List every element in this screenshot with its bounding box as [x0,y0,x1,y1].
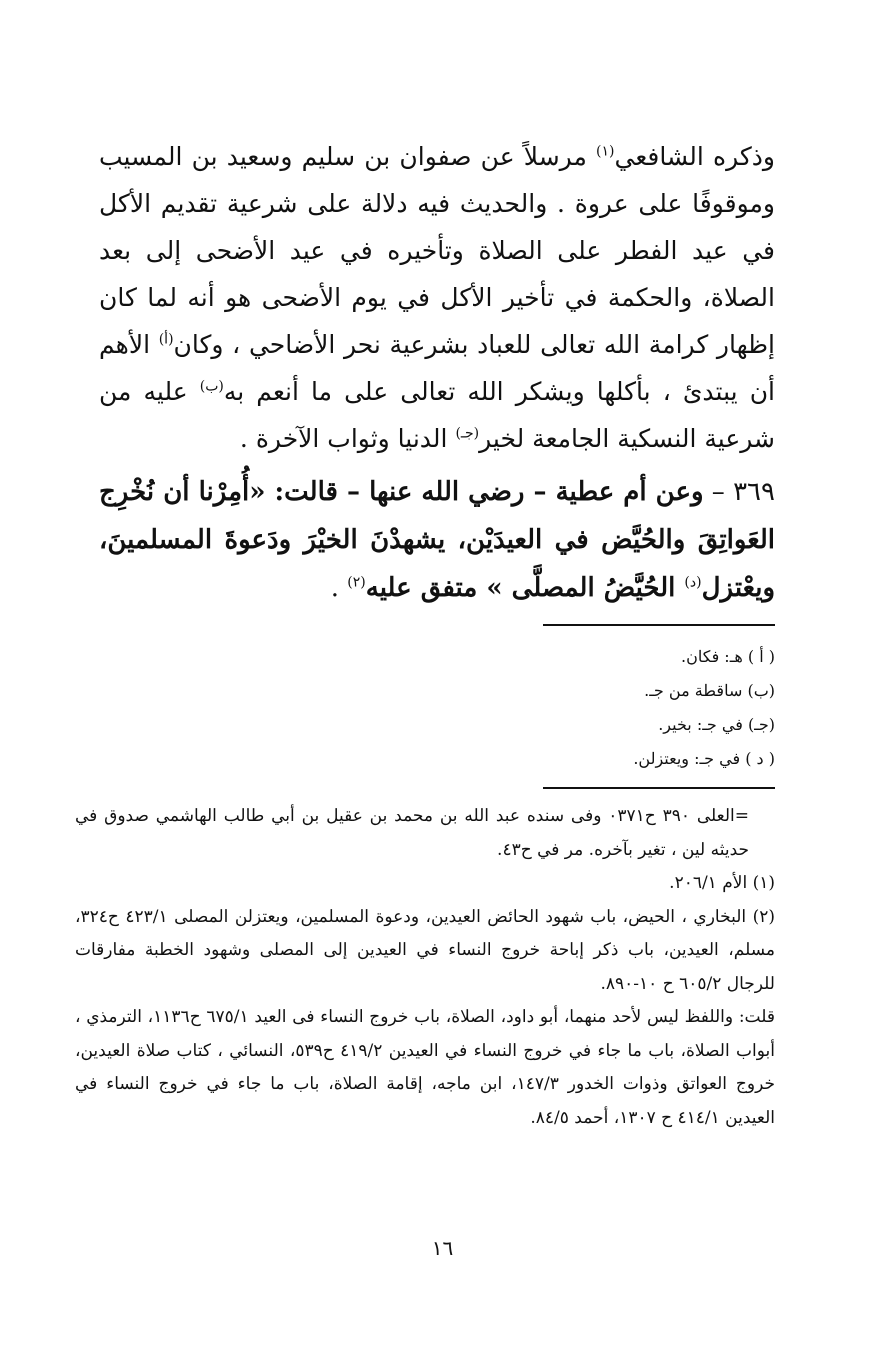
variants-divider [543,624,775,626]
commentary-text-5: الدنيا وثواب الآخرة . [239,424,456,453]
variant-note: ( أ ) هـ: فكان. [681,647,775,666]
variant-ref-d: (د) [684,574,702,591]
hadith-text-1: وعن أم عطية – رضي الله عنها – قالت: «أُمِرْنا أن نُخْرِج العَواتِقَ والحُيَّض في العيدَيْن، يشهدْنَ الخيْرَ ودَعوةَ المسلمينَ، ويعْتزل [99,477,775,603]
footnote-2: (٢) البخاري ، الحيض، باب شهود الحائض العيدين، ودعوة المسلمين، ويعتزلن المصلى ٤٢٣/١ ح٣٢٤، مسلم، العيدين، باب ذكر إباحة خروج النساء في العيدين إلى المصلى وشهود الخطبة مفارقات للرجال ٦٠٥/٢ ح ١٠-٨٩٠. [75,906,775,994]
variant-ref-a: (أ) [158,331,174,348]
footnote-continued: =العلى ٣٩٠ ح٠٣٧١ وفى سنده عبد الله بن محمد بن عقيل بن أبي طالب الهاشمي صدوق في حديثه لين ، تغير بآخره. مر في ح٤٣. [75,806,749,860]
commentary-text-3: الأهم أن يبتدئ ، بأكلها ويشكر الله تعالى على ما أنعم به [99,330,775,406]
hadith-end: . [330,573,348,603]
footnote-2-remark: قلت: واللفظ ليس لأحد منهما، أبو داود، الصلاة، باب خروج النساء فى العيد ٦٧٥/١ ح١١٣٦، الترمذي ، أبواب الصلاة، باب ما جاء في خروج النساء في العيدين ٤١٩/٢ ح٥٣٩، النسائي ، كتاب صلاة العيدين، خروج العواتق وذوات الخدور ١٤٧/٣، ابن ماجه، إقامة الصلاة، باب ما جاء في خروج النساء في العيدين ٤١٤/١ ح ١٣٠٧، أحمد ٨٤/٥. [75,1007,776,1128]
footnote-ref-2: (٢) [347,574,366,591]
commentary-text-4: عليه من شرعية النسكية الجامعة لخير [99,377,775,453]
footnote-1: (١) الأم ٢٠٦/١. [669,873,775,893]
hadith-number: ٣٦٩ – [703,477,775,507]
footnotes-divider [543,787,775,789]
footnotes [75,800,775,1135]
hadith-text-2: الحُيَّضُ المصلَّى » متفق عليه [365,573,685,603]
hadith-paragraph [99,468,775,612]
variant-ref-b: (ب) [199,378,224,395]
page-number: ١٦ [431,1236,454,1260]
variant-note: (ب) ساقطة من جـ. [644,681,775,700]
variant-note: (جـ) في جـ: بخير. [658,715,775,734]
manuscript-variants [99,640,775,776]
variant-ref-j: (جـ) [455,425,480,442]
commentary-text-1: وذكره الشافعي [614,142,775,171]
footnote-ref-1: (١) [596,143,615,160]
commentary-text-2: مرسلاً عن صفوان بن سليم وسعيد بن المسيب وموقوفًا على عروة . والحديث فيه دلالة على شرعية تقديم الأكل في عيد الفطر على الصلاة وتأخيره في عيد الأضحى إلى بعد الصلاة، والحكمة في تأخير الأكل في يوم الأضحى هو أنه لما كان إظهار كرامة الله تعالى للعباد بشرعية نحر الأضاحي ، وكان [99,142,775,359]
variant-note: ( د ) في جـ: ويعتزلن. [633,749,775,768]
commentary-paragraph [99,133,775,462]
